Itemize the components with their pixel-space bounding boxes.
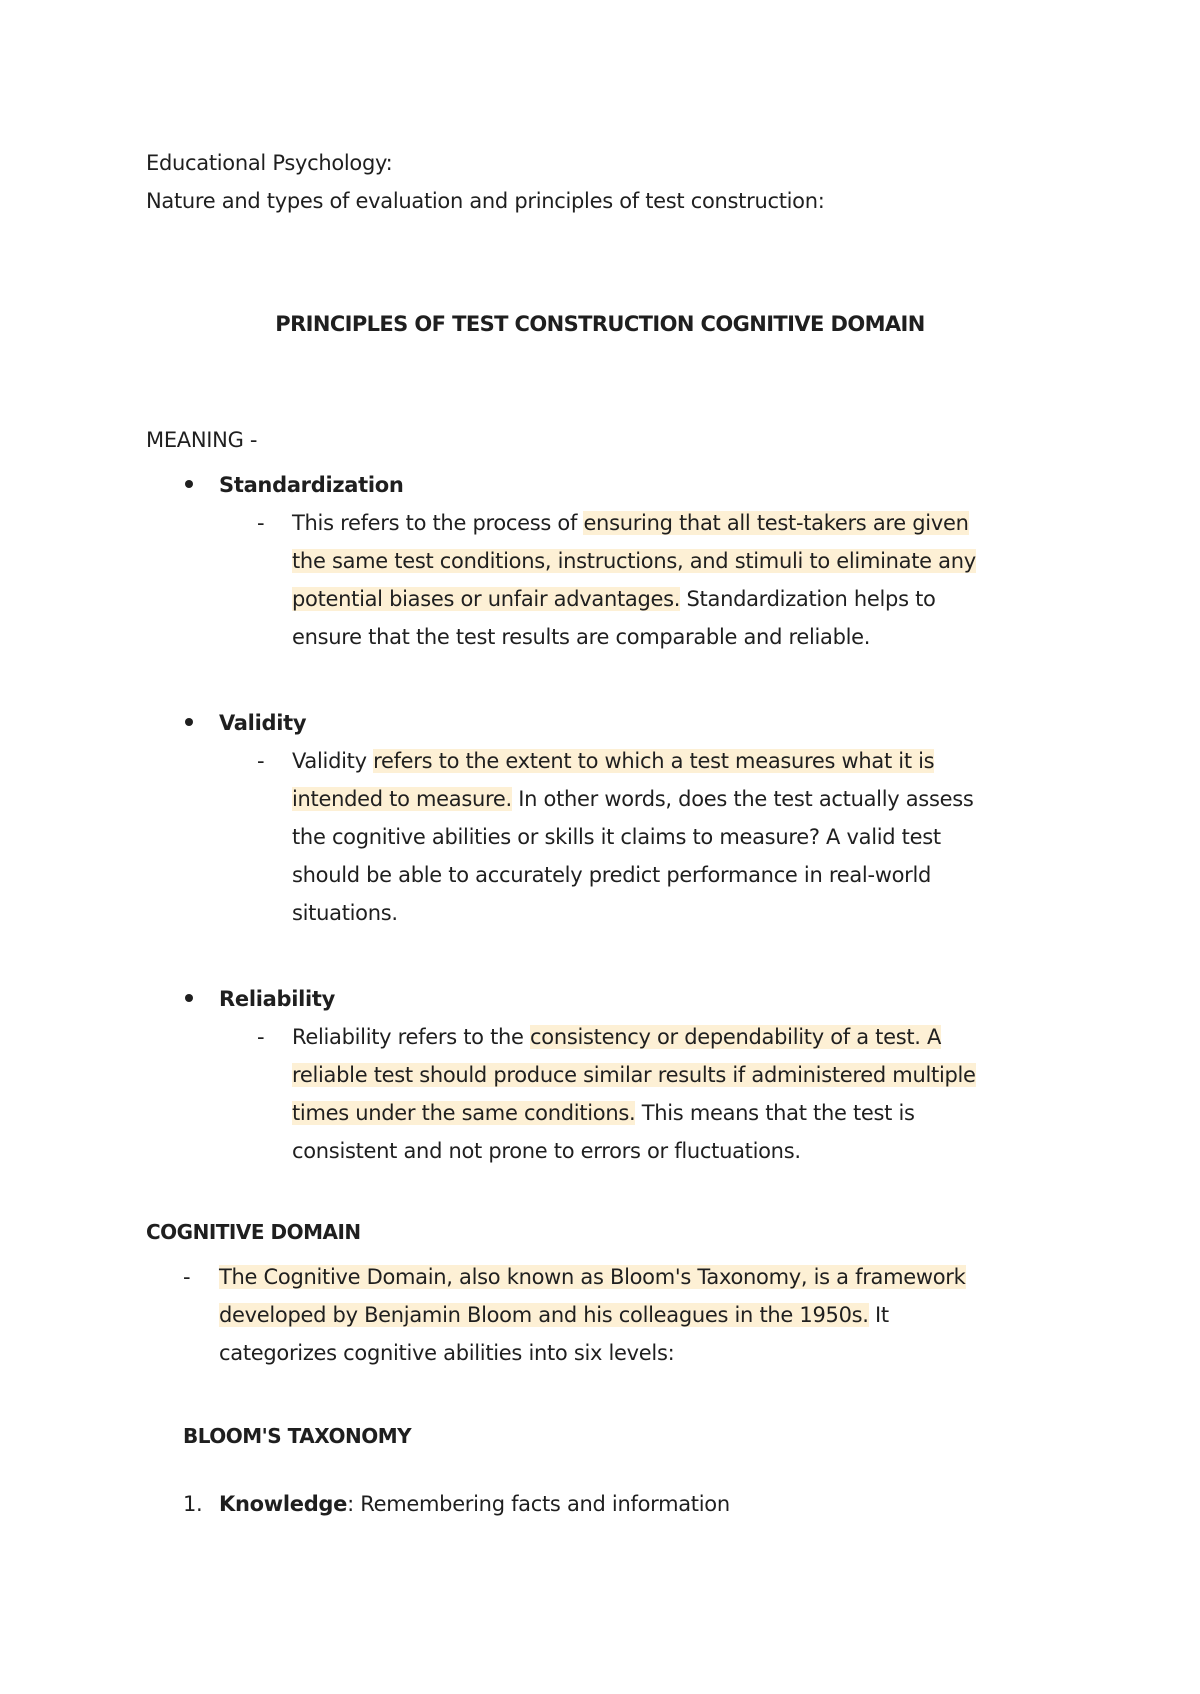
dash-marker: - xyxy=(257,1025,265,1049)
document-subject: Educational Psychology: xyxy=(146,151,393,175)
validity-line-5: situations. xyxy=(292,901,398,925)
cognitive-line-3: categorizes cognitive abilities into six levels: xyxy=(219,1341,675,1365)
list-item-term: Knowledge xyxy=(219,1492,348,1516)
standardization-heading: Standardization xyxy=(219,473,404,497)
bullet-icon xyxy=(185,718,193,726)
validity-line-3: the cognitive abilities or skills it claims to measure? A valid test xyxy=(292,825,941,849)
list-item-number: 1. xyxy=(183,1492,203,1516)
reliability-heading: Reliability xyxy=(219,987,336,1011)
reliability-line-3: times under the same conditions. This means that the test is xyxy=(292,1101,915,1125)
validity-line-1: Validity refers to the extent to which a test measures what it is xyxy=(292,749,935,773)
validity-heading: Validity xyxy=(219,711,307,735)
standardization-line-1: This refers to the process of ensuring that all test-takers are given xyxy=(292,511,969,535)
page-title: PRINCIPLES OF TEST CONSTRUCTION COGNITIVE DOMAIN xyxy=(275,312,925,336)
cognitive-line-1: The Cognitive Domain, also known as Bloom's Taxonomy, is a framework xyxy=(219,1265,966,1289)
validity-line-2: intended to measure. In other words, does the test actually assess xyxy=(292,787,974,811)
reliability-line-2: reliable test should produce similar results if administered multiple xyxy=(292,1063,976,1087)
cognitive-line-2: developed by Benjamin Bloom and his colleagues in the 1950s. It xyxy=(219,1303,889,1327)
dash-marker: - xyxy=(183,1265,191,1289)
cognitive-domain-heading: COGNITIVE DOMAIN xyxy=(146,1220,361,1244)
standardization-line-4: ensure that the test results are comparable and reliable. xyxy=(292,625,871,649)
dash-marker: - xyxy=(257,749,265,773)
blooms-taxonomy-heading: BLOOM'S TAXONOMY xyxy=(183,1424,412,1448)
list-item-description: : Remembering facts and information xyxy=(347,1492,730,1516)
reliability-line-4: consistent and not prone to errors or fluctuations. xyxy=(292,1139,801,1163)
standardization-line-2: the same test conditions, instructions, and stimuli to eliminate any xyxy=(292,549,976,573)
list-item xyxy=(219,1489,730,1519)
validity-line-4: should be able to accurately predict performance in real-world xyxy=(292,863,932,887)
dash-marker: - xyxy=(257,511,265,535)
document-topic: Nature and types of evaluation and principles of test construction: xyxy=(146,189,825,213)
meaning-label: MEANING - xyxy=(146,428,258,452)
bullet-icon xyxy=(185,994,193,1002)
bullet-icon xyxy=(185,480,193,488)
reliability-line-1: Reliability refers to the consistency or dependability of a test. A xyxy=(292,1025,942,1049)
standardization-line-3: potential biases or unfair advantages. Standardization helps to xyxy=(292,587,936,611)
